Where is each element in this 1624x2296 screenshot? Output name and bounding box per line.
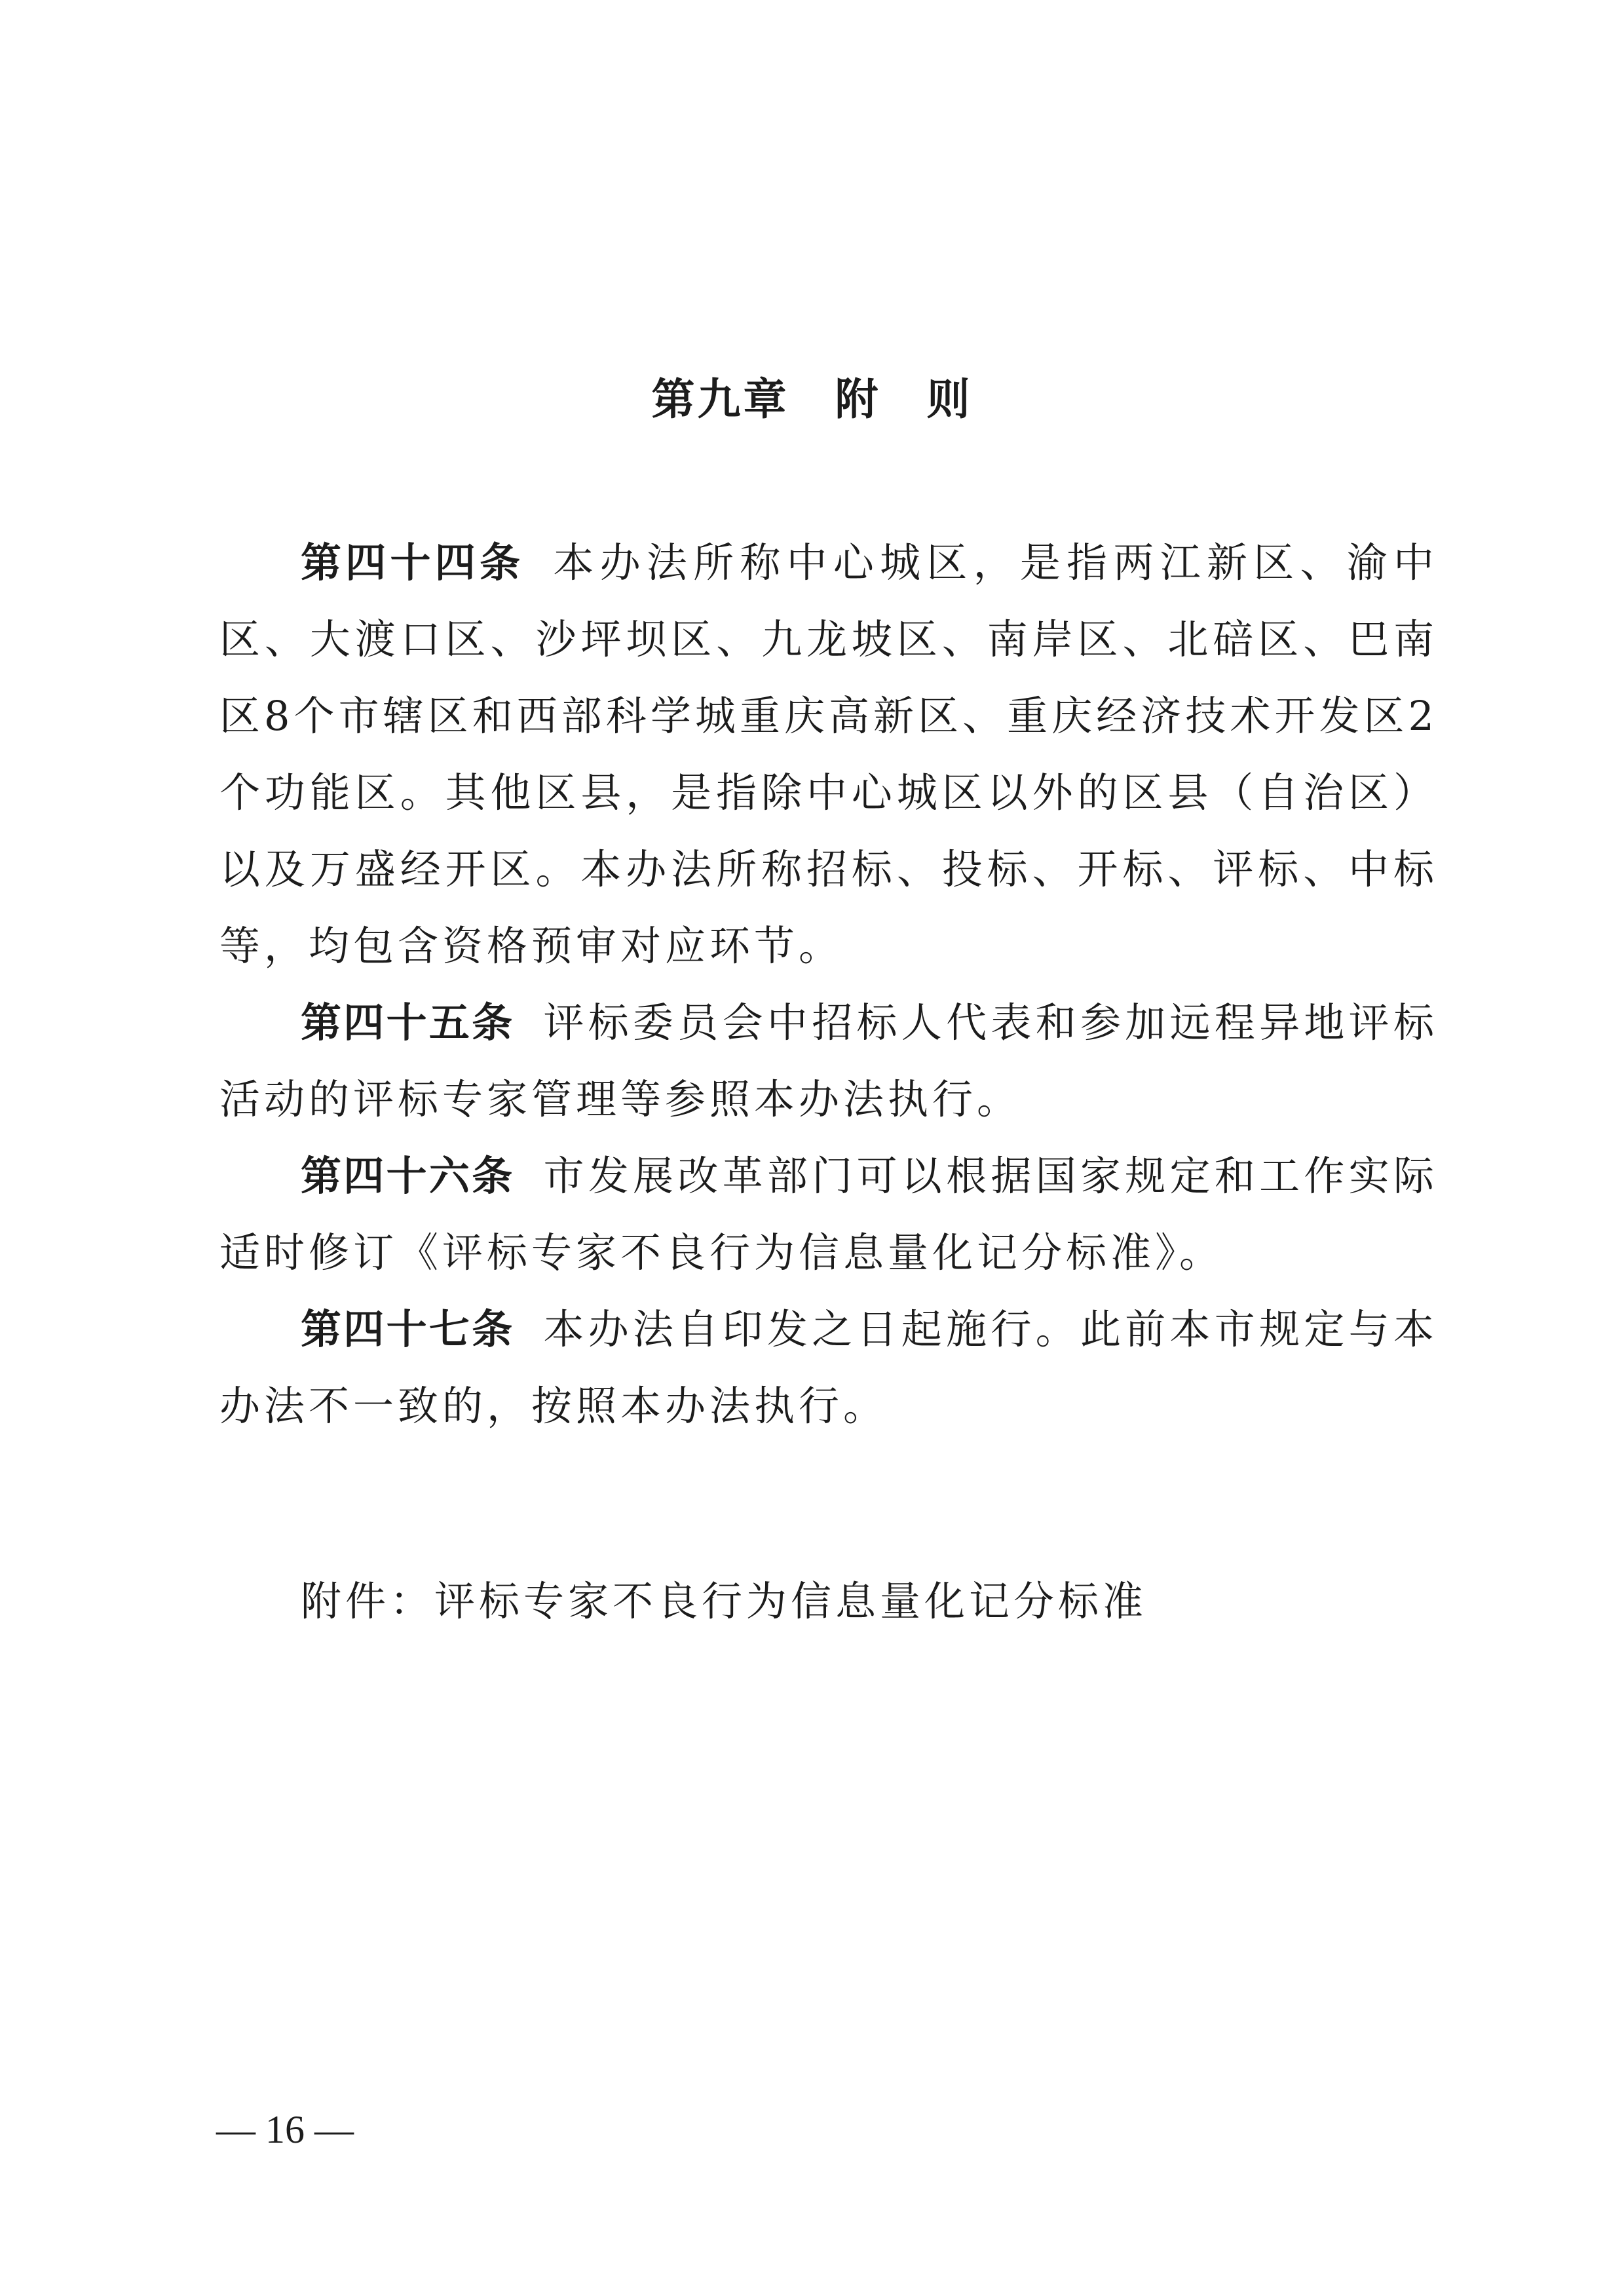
page-number: — 16 —: [216, 2108, 354, 2151]
article-text: 评标委员会中招标人代表和参加远程异地评标活动的评标专家管理等参照本办法执行。: [219, 999, 1438, 1123]
article-heading: 第四十五条: [301, 999, 515, 1046]
article-46: [219, 1138, 1438, 1291]
attachment-note: 附件：评标专家不良行为信息量化记分标准: [301, 1577, 1148, 1625]
chapter-title: 第九章 附 则: [651, 374, 973, 425]
article-text: 本办法自印发之日起施行。此前本市规定与本办法不一致的，按照本办法执行。: [219, 1305, 1438, 1430]
article-heading: 第四十六条: [301, 1152, 515, 1200]
document-body: [219, 524, 1438, 1444]
article-45: [219, 984, 1438, 1138]
article-44: [219, 524, 1438, 984]
article-47: [219, 1291, 1438, 1444]
article-text: 本办法所称中心城区，是指两江新区、渝中区、大渡口区、沙坪坝区、九龙坡区、南岸区、北碚区、巴南区8个市辖区和西部科学城重庆高新区、重庆经济技术开发区2个功能区。其他区县，是指除中心城区以外的区县（自治区）以及万盛经开区。本办法所称招标、投标、开标、评标、中标等，均包含资格预审对应环节。: [219, 539, 1438, 970]
article-heading: 第四十四条: [301, 539, 525, 586]
article-heading: 第四十七条: [301, 1305, 515, 1353]
article-text: 市发展改革部门可以根据国家规定和工作实际适时修订《评标专家不良行为信息量化记分标准》。: [219, 1152, 1438, 1276]
